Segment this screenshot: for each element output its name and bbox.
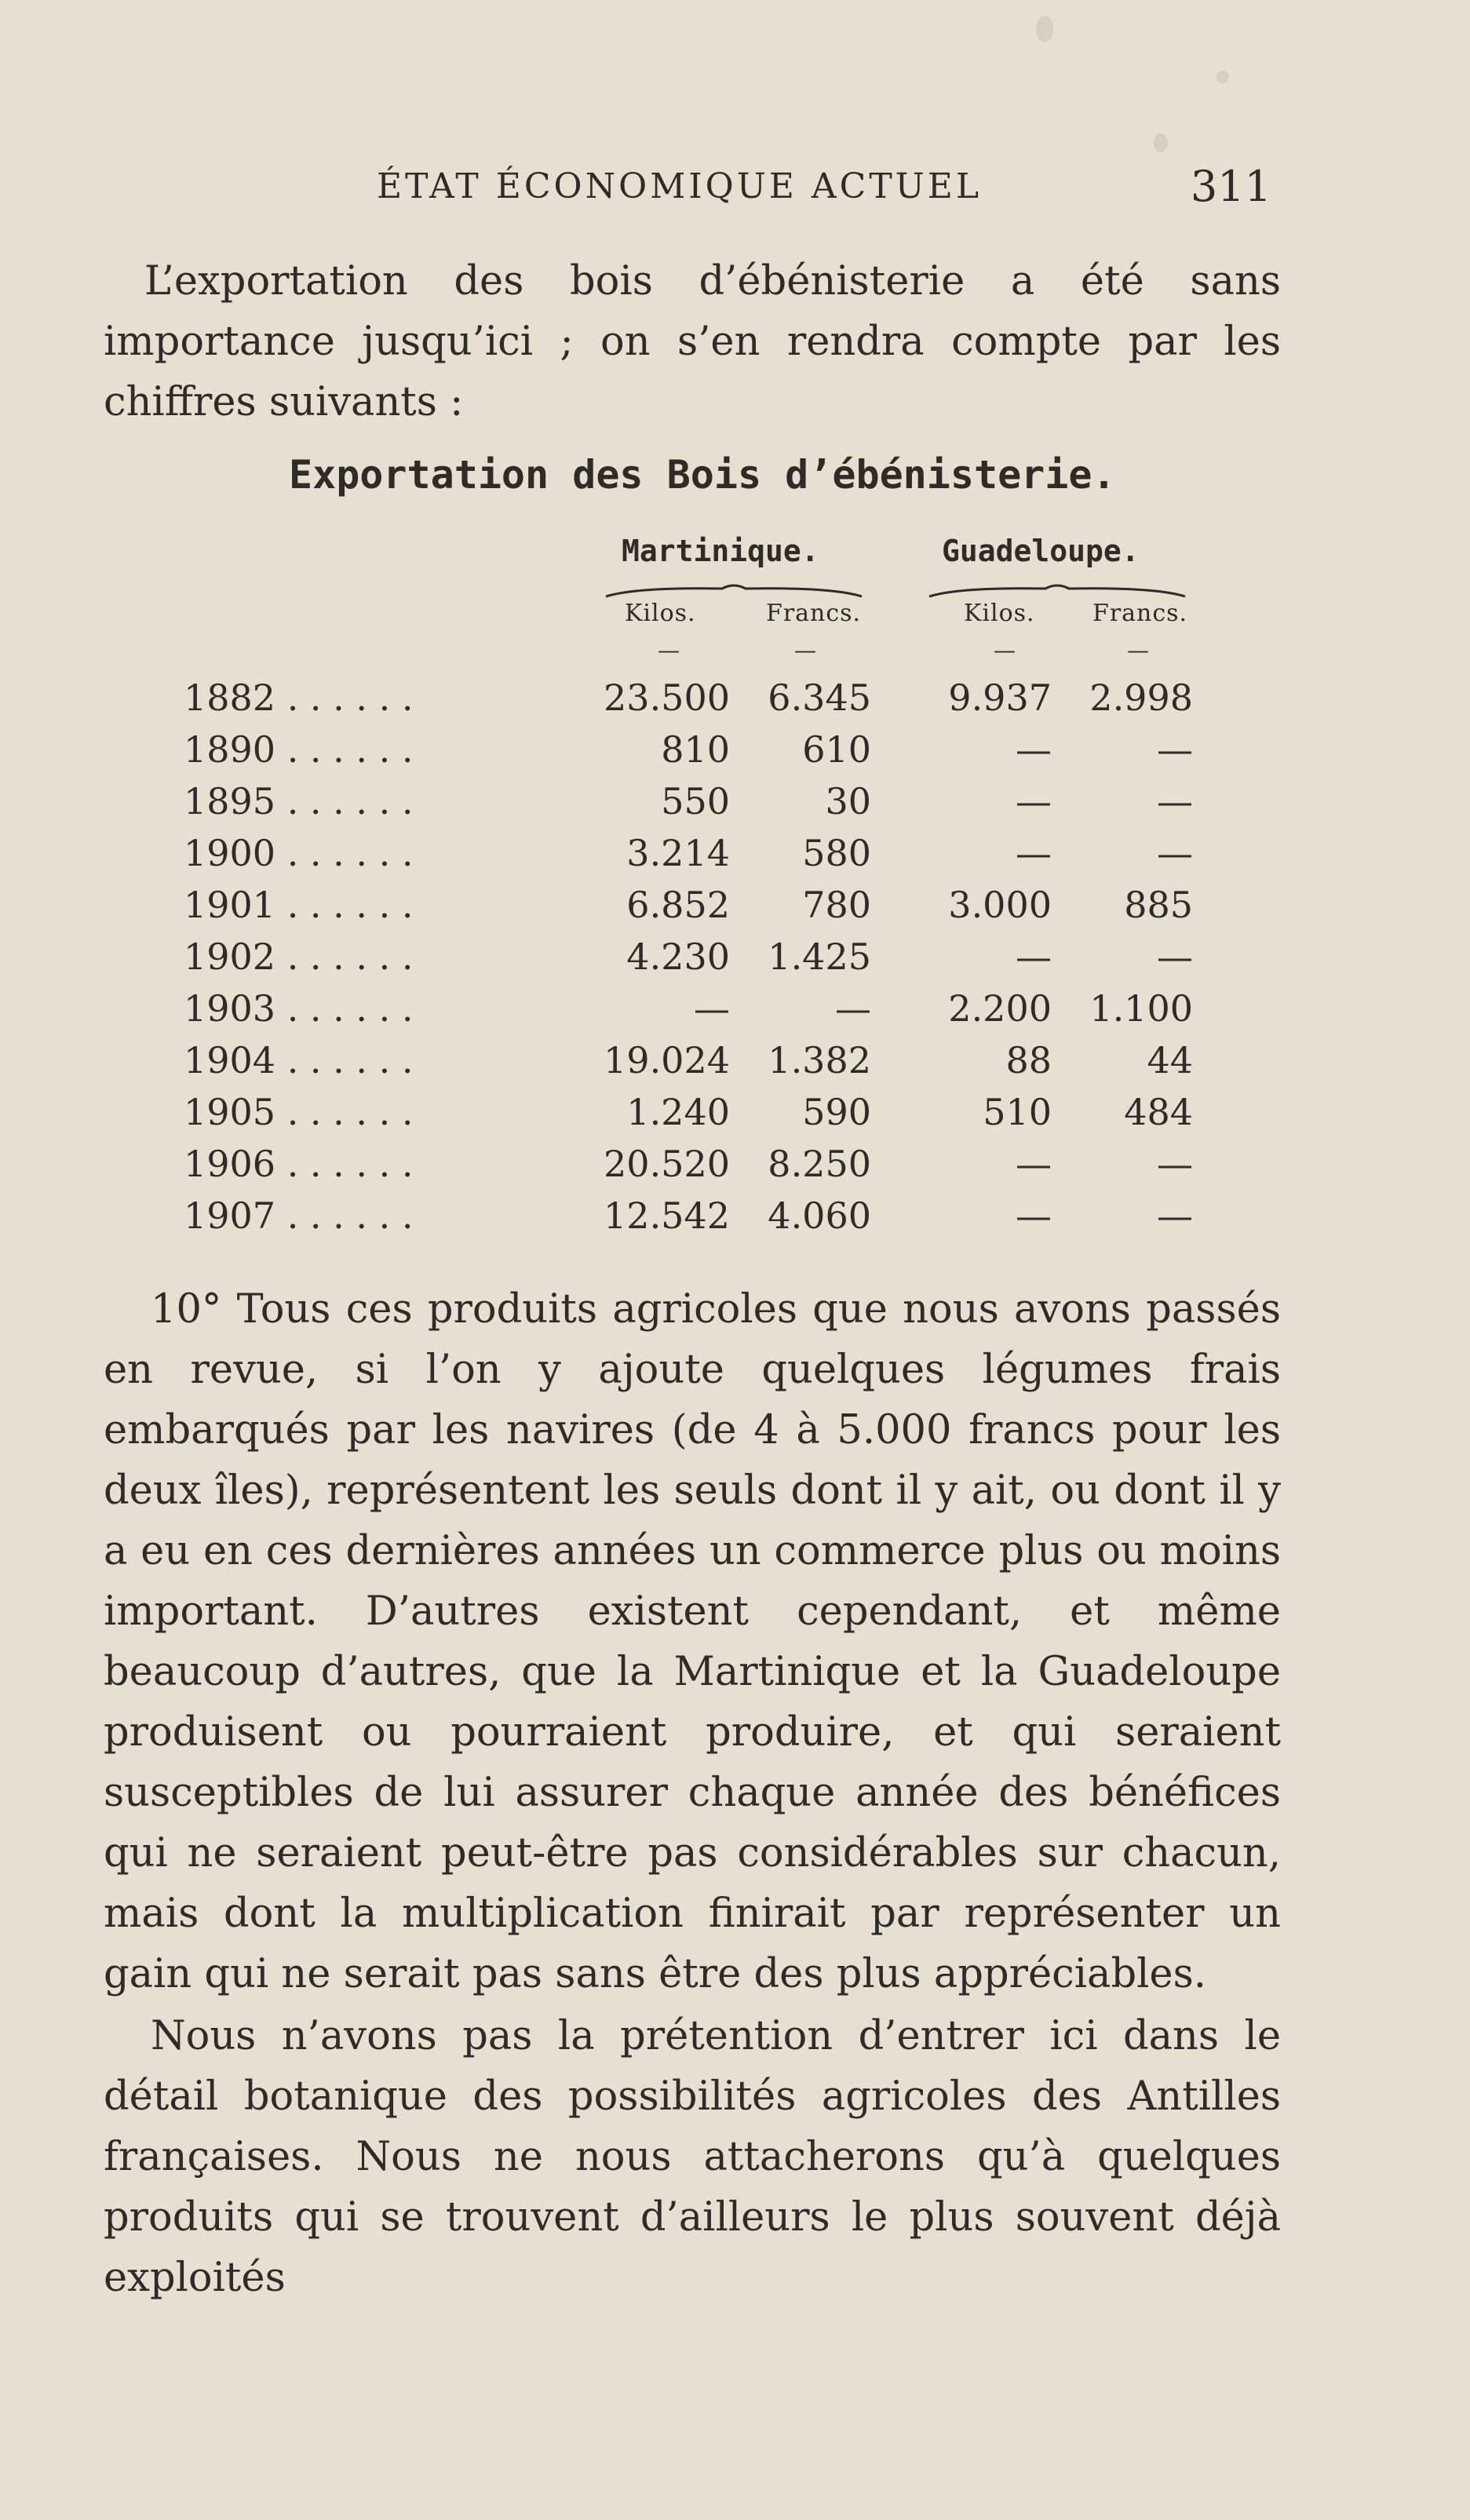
table-cell: — xyxy=(1016,728,1052,771)
table-row-year: 1906 . . . . . . xyxy=(184,1143,414,1185)
intro-paragraph: L’exportation des bois d’ébénisterie a été sans importance jusqu’ici ; on s’en rendra compte par les chiffres suivants : xyxy=(104,258,1281,425)
table-cell: 1.382 xyxy=(768,1039,871,1081)
table-cell: 1.425 xyxy=(768,935,871,978)
brace-martinique xyxy=(604,581,863,600)
table-cell: — xyxy=(1157,728,1193,771)
subheader-rule: — xyxy=(658,637,680,663)
body-paragraph: 10° Tous ces produits agricoles que nous avons passés en revue, si l’on y ajoute quelques légumes frais embarqués par les navires (de 4 à 5.000 francs pour les deux îles), représentent les seuls dont il y ait, ou dont il y a eu en ces dernières années un commerce plus ou moins important. D’autres existent cependant, et même beaucoup d’autres, que la Martinique et la Guadeloupe produisent ou pourraient produire, et qui seraient susceptibles de lui assurer chaque année des bénéfices qui ne seraient peut-être pas considérables sur chacun, mais dont la multiplication finirait par représenter un gain qui ne serait pas sans être des plus appréciables. xyxy=(104,1286,1281,1997)
table-cell: — xyxy=(1016,1143,1052,1185)
table-row-year: 1907 . . . . . . xyxy=(184,1194,414,1237)
table-cell: 550 xyxy=(661,780,730,822)
table-cell: — xyxy=(1157,832,1193,874)
paper-stain xyxy=(1216,71,1229,83)
table-cell: 12.542 xyxy=(604,1194,730,1237)
table-cell: 610 xyxy=(802,728,871,771)
running-title: ÉTAT ÉCONOMIQUE ACTUEL xyxy=(377,166,983,206)
paper-stain xyxy=(1154,133,1168,152)
table-cell: — xyxy=(1157,935,1193,978)
table-cell: — xyxy=(1157,1143,1193,1185)
column-group-martinique: Martinique. xyxy=(622,534,819,568)
table-cell: 780 xyxy=(802,884,871,926)
subheader-kilos-martinique: Kilos. xyxy=(625,600,696,627)
table-cell: 88 xyxy=(1005,1039,1052,1081)
page-number: 311 xyxy=(1190,162,1271,211)
table-cell: — xyxy=(1016,1194,1052,1237)
table-cell: 4.060 xyxy=(768,1194,871,1237)
table-cell: 885 xyxy=(1124,884,1193,926)
table-cell: — xyxy=(1016,832,1052,874)
body-paragraph: Nous n’avons pas la prétention d’entrer ici dans le détail botanique des possibilités agricoles des Antilles françaises. Nous ne nous attacherons qu’à quelques produits qui se trouvent d’ailleurs le plus souvent déjà exploités xyxy=(104,2013,1281,2301)
table-row-year: 1890 . . . . . . xyxy=(184,728,414,771)
table-cell: 4.230 xyxy=(626,935,730,978)
subheader-kilos-guadeloupe: Kilos. xyxy=(964,600,1035,627)
table-cell: 484 xyxy=(1124,1091,1193,1133)
table-row-year: 1904 . . . . . . xyxy=(184,1039,414,1081)
subheader-rule: — xyxy=(794,637,816,663)
subheader-francs-guadeloupe: Francs. xyxy=(1092,600,1188,627)
column-group-guadeloupe: Guadeloupe. xyxy=(942,534,1140,568)
table-row-year: 1895 . . . . . . xyxy=(184,780,414,822)
table-cell: 2.200 xyxy=(948,987,1052,1030)
table-title: Exportation des Bois d’ébénisterie. xyxy=(289,452,1116,498)
table-row-year: 1905 . . . . . . xyxy=(184,1091,414,1133)
table-cell: 20.520 xyxy=(604,1143,730,1185)
table-cell: 23.500 xyxy=(604,676,730,719)
table-cell: 2.998 xyxy=(1089,676,1193,719)
table-row-year: 1902 . . . . . . xyxy=(184,935,414,978)
table-cell: 19.024 xyxy=(604,1039,730,1081)
table-row-year: 1882 . . . . . . xyxy=(184,676,414,719)
table-cell: 9.937 xyxy=(948,676,1052,719)
table-row-year: 1901 . . . . . . xyxy=(184,884,414,926)
running-head xyxy=(377,162,1271,221)
subheader-francs-martinique: Francs. xyxy=(766,600,862,627)
table-cell: — xyxy=(1016,780,1052,822)
table-cell: 1.240 xyxy=(626,1091,730,1133)
table-cell: 510 xyxy=(983,1091,1052,1133)
table-cell: 1.100 xyxy=(1089,987,1193,1030)
paper-stain xyxy=(1036,16,1053,42)
table-row-year: 1900 . . . . . . xyxy=(184,832,414,874)
table-cell: 8.250 xyxy=(768,1143,871,1185)
subheader-rule: — xyxy=(994,637,1016,663)
table-cell: — xyxy=(1016,935,1052,978)
table-cell: 3.000 xyxy=(948,884,1052,926)
table-row-year: 1903 . . . . . . xyxy=(184,987,414,1030)
table-cell: 590 xyxy=(802,1091,871,1133)
table-cell: 810 xyxy=(661,728,730,771)
table-cell: 580 xyxy=(802,832,871,874)
table-cell: 44 xyxy=(1147,1039,1193,1081)
table-cell: 30 xyxy=(825,780,871,822)
brace-guadeloupe xyxy=(928,581,1187,600)
table-cell: 6.345 xyxy=(768,676,871,719)
table-cell: — xyxy=(835,987,871,1030)
table-cell: — xyxy=(694,987,730,1030)
table-cell: — xyxy=(1157,1194,1193,1237)
subheader-rule: — xyxy=(1127,637,1149,663)
table-cell: 3.214 xyxy=(626,832,730,874)
table-cell: — xyxy=(1157,780,1193,822)
table-cell: 6.852 xyxy=(626,884,730,926)
